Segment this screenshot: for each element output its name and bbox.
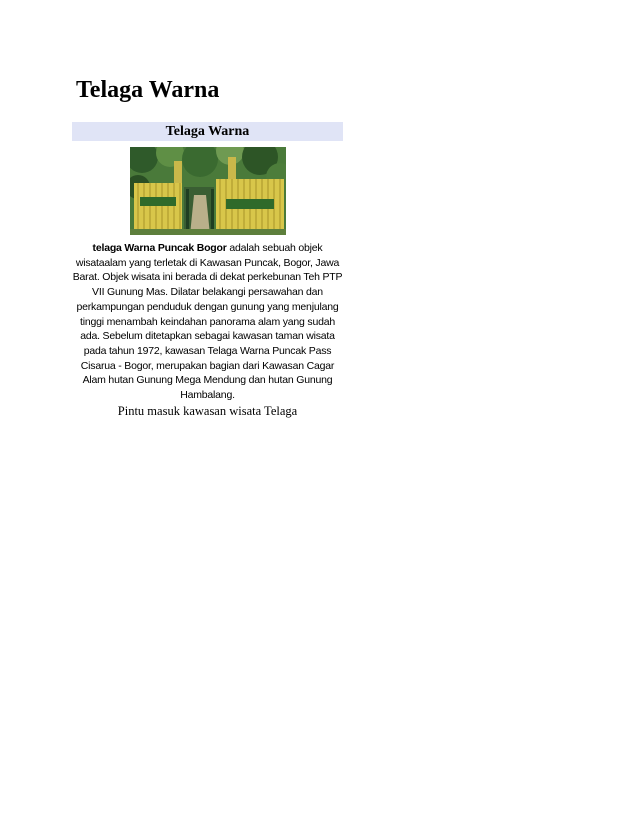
infobox [72, 122, 343, 419]
infobox-header: Telaga Warna [72, 122, 343, 141]
entrance-photo [130, 147, 286, 235]
page-title: Telaga Warna [76, 77, 220, 103]
description-text: adalah sebuah objek wisataalam yang terletak di Kawasan Puncak, Bogor, Jawa Barat. Objek wisata ini berada di dekat perkebunan Teh PTP VII Gunung Mas. Dilatar belakangi persawahan dan perkampungan penduduk dengan gunung yang menjulang tinggi menambah keindahan panorama alam yang sudah ada. Sebelum ditetapkan sebagai kawasan taman wisata pada tahun 1972, kawasan Telaga Warna Puncak Pass Cisarua - Bogor, merupakan bagian dari Kawasan Cagar Alam hutan Gunung Mega Mendung dan hutan Gunung Hambalang. [72, 242, 343, 402]
infobox-description [72, 241, 343, 403]
photo-caption: Pintu masuk kawasan wisata Telaga [117, 403, 298, 418]
description-lead: telaga Warna Puncak Bogor [92, 242, 227, 254]
